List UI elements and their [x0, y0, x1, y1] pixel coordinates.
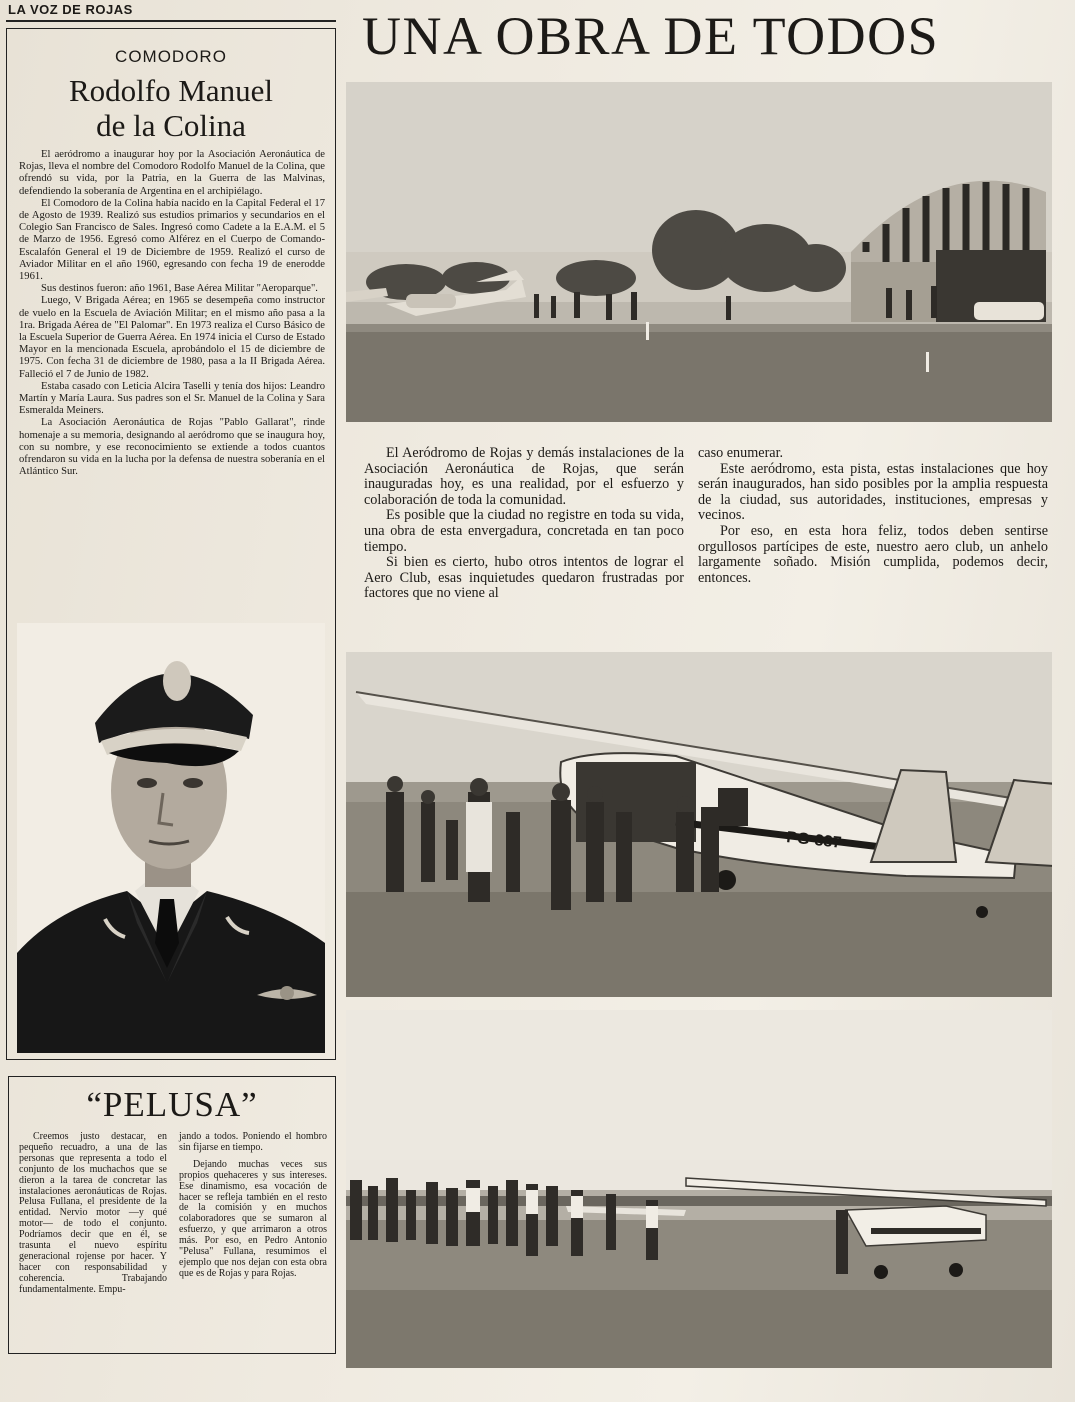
aerodrome-scene [346, 82, 1052, 422]
pelusa-box [8, 1076, 336, 1354]
profile-box [6, 28, 336, 1060]
article-paragraph: Si bien es cierto, hubo otros intentos de lograr el Aero Club, esas inquietudes quedaron frustradas por factores que no viene al [364, 554, 684, 602]
article-continuation: caso enumerar. [698, 445, 784, 461]
pelusa-paragraph: Dejando muchas veces sus propios quehaceres y sus intereses. Ese dinamismo, esa vocación de hacer se refleja también en el resto de la comisión y en muchos colaboradores que se sumaron al esfuerzo, y que arrimaron a otros más. Por eso, en Pedro Antonio "Pelusa" Fullana, resumimos el ejemplo que nos dejan con esta obra que es de Rojas y para Rojas. [179, 1158, 327, 1279]
gathering-scene [346, 1010, 1052, 1368]
profile-kicker: COMODORO [115, 47, 227, 66]
plane-registration: PG-337 [785, 829, 843, 852]
pelusa-title: “PELUSA” [86, 1085, 258, 1124]
profile-name [7, 73, 335, 143]
profile-paragraph: El aeródromo a inaugurar hoy por la Asociación Aeronáutica de Rojas, lleva el nombre del Comodoro Rodolfo Manuel de la Colina, que ofrendó su vida, por la Patria, en la Guerra de las Malvinas, defendiendo la soberanía de Argentina en el archipiélago. [19, 149, 325, 197]
profile-paragraph: Luego, V Brigada Aérea; en 1965 se desempeña como instructor de vuelo en la Escuela de Aviación Militar; en el mismo año pasa a la 1ra. Brigada Aérea de "El Palomar". En 1973 realiza el Curso Básico de la Escuela Superior de Guerra Aérea. En 1974 inicia el Curso de Estado Mayor en la mencionada Escuela, aprobándolo el 15 de diciembre de 1975. Con fecha 31 de diciembre de 1980, pasa a la II Brigada Aérea. Falleció el 7 de Junio de 1982. [19, 295, 325, 380]
article-left-column [364, 446, 684, 602]
profile-paragraph: Sus destinos fueron: año 1961, Base Aérea Militar "Aeroparque". [41, 283, 318, 295]
page-headline: UNA OBRA DE TODOS [362, 6, 940, 66]
airfield-gathering-photo [346, 1010, 1052, 1368]
pelusa-paragraph: jando a todos. Poniendo el hombro sin fijarse en tiempo. [179, 1131, 327, 1153]
masthead-rule [6, 20, 336, 22]
article-right-column [698, 446, 1048, 586]
profile-name-line2: de la Colina [96, 108, 246, 143]
profile-name-line1: Rodolfo Manuel [68, 73, 274, 108]
article-paragraph: Es posible que la ciudad no registre en toda su vida, una obra de esta envergadura, concretada en tan poco tiempo. [364, 507, 684, 555]
profile-paragraph: El Comodoro de la Colina había nacido en la Capital Federal el 17 de Agosto de 1939. Realizó sus estudios primarios y secundarios en el Colegio San Francisco de Sales. Ingresó como Cadete a la E.A.M. el 5 de Marzo de 1956. Egresó como Alférez en el Cuerpo de Comando-Escalafón General el 19 de Diciembre de 1959. Realizó el curso de Aviador Militar en el año 1960, egresando con fecha 19 de enerodde 1961. [19, 197, 325, 283]
pelusa-column-2 [179, 1132, 327, 1302]
plane-scene [346, 652, 1052, 997]
article-paragraph: Este aeródromo, esta pista, estas instalaciones que hoy serán inaugurados, han sido posibles por la amplia respuesta de la ciudad, sus autoridades, instituciones, empresas y vecinos. [698, 460, 1048, 524]
plane-crowd-photo [346, 652, 1052, 997]
profile-paragraph: Estaba casado con Leticia Alcira Taselli y tenía dos hijos: Leandro Martín y María Laura. Sus padres son el Sr. Manuel de la Colina y Sara Esmeralda Meiners. [19, 380, 325, 417]
article-paragraph: El Aeródromo de Rojas y demás instalaciones de la Asociación Aeronáutica de Rojas, que serán inauguradas hoy, es una realidad, por el esfuerzo y colaboración de toda la comunidad. [364, 445, 684, 508]
profile-body [7, 149, 335, 478]
article-paragraph: Por eso, en esta hora feliz, todos deben sentirse orgullosos partícipes de este, nuestro aero club, un anhelo largamente soñado. Misión cumplida, podemos decir, entonces. [698, 522, 1048, 586]
pelusa-paragraph: Creemos justo destacar, en pequeño recuadro, a una de las personas que representa a todo el conjunto de los muchachos que se dieron a la tarea de concretar las instalaciones aeronáuticas de Rojas. Pelusa Fullana, el presidente de la entidad. Nervio motor —y qué motor— de todo el conjunto. Podríamos decir que en él, se trasunta el nuevo espíritu generacional rojense por hacer. Y hacer con responsabilidad y coherencia. Trabajando fundamentalmente. Empu- [19, 1131, 167, 1295]
profile-paragraph: La Asociación Aeronáutica de Rojas "Pablo Gallarat", rinde homenaje a su memoria, designando al aeródromo que se inaugura hoy, con su nombre, y ese reconocimiento se extiende a todos cuantos ofrendaron su vida en la lucha por la defensa de nuestra soberanía en el Atlántico Sur. [19, 417, 325, 478]
pelusa-columns [19, 1132, 327, 1302]
masthead: LA VOZ DE ROJAS [8, 2, 133, 17]
aerodrome-hangar-photo [346, 82, 1052, 422]
portrait-illustration [17, 623, 325, 1053]
portrait-photo [17, 623, 325, 1053]
pelusa-column-1 [19, 1132, 167, 1302]
